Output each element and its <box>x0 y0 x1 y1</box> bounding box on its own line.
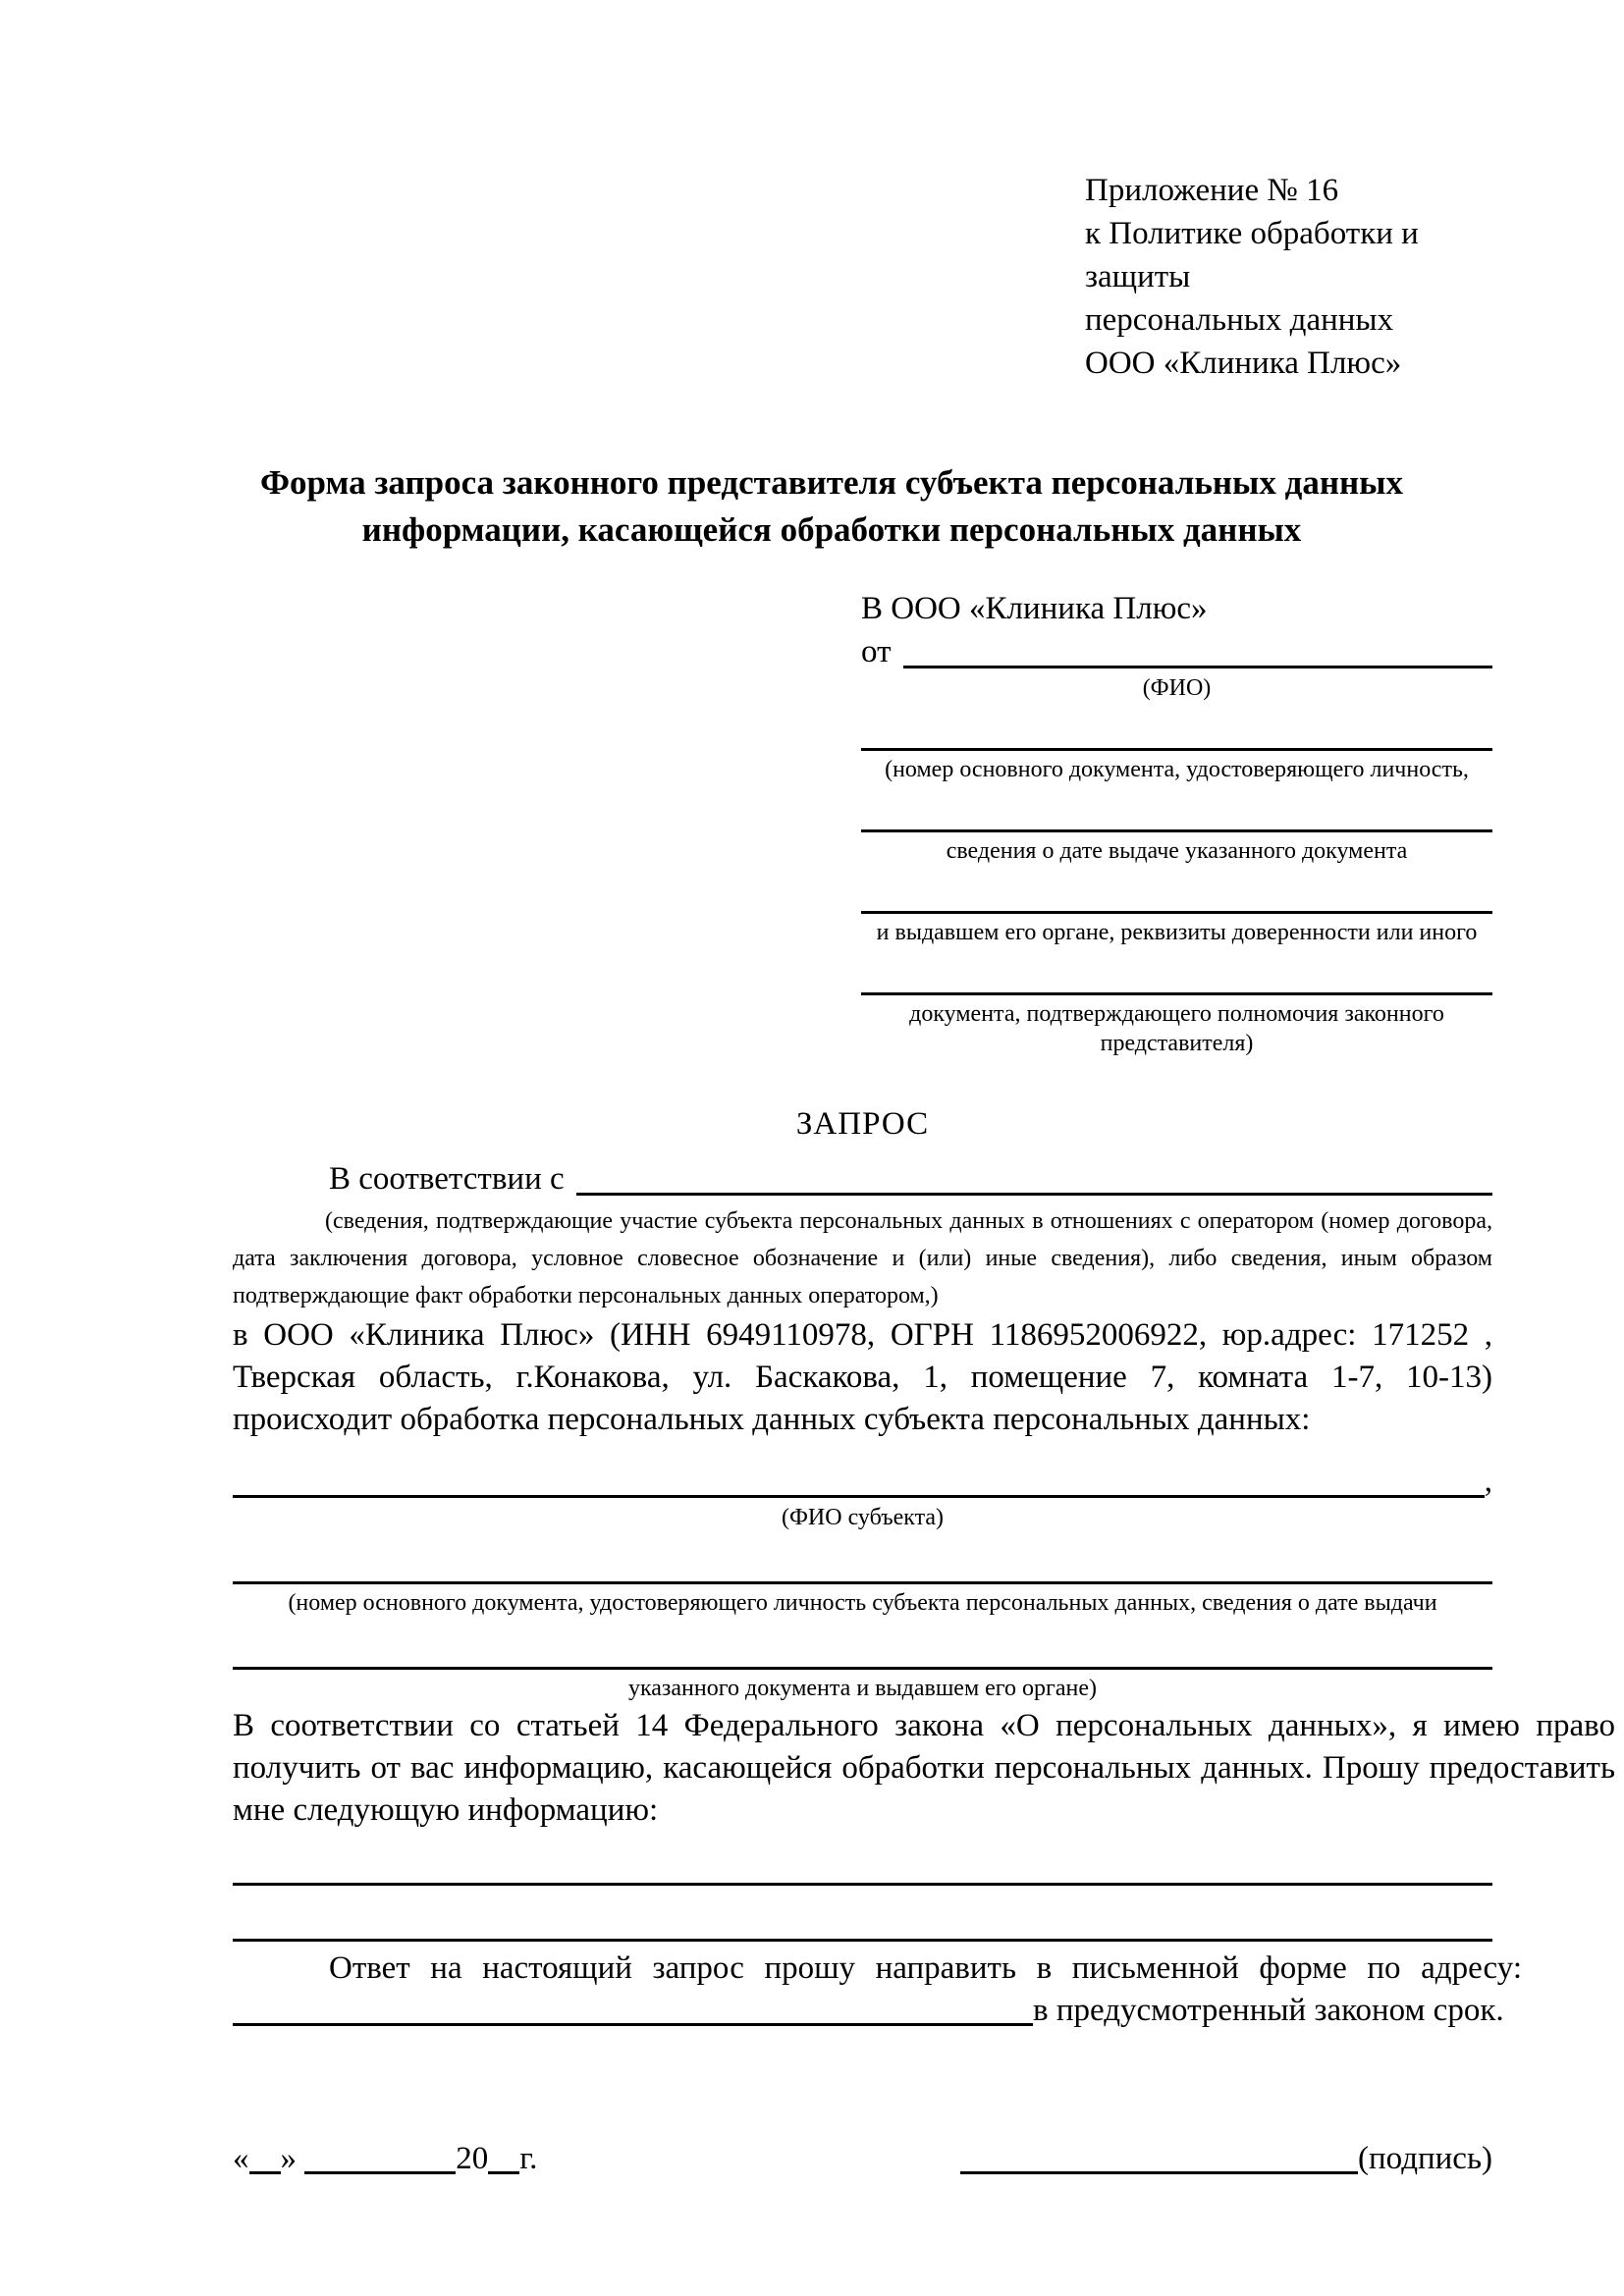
addressee-org: В ООО «Клиника Плюс» <box>861 591 1208 626</box>
document-title <box>233 459 1431 554</box>
first-line-indent <box>233 1157 329 1201</box>
date-open-quote: « <box>233 2141 249 2176</box>
signature-caption: (подпись) <box>1358 2141 1492 2176</box>
representative-doc-field-2[interactable] <box>861 798 1492 832</box>
date-month-field[interactable] <box>304 2142 456 2174</box>
basis-label: В соответствии с <box>329 1161 565 1197</box>
reply-address-field[interactable] <box>233 1994 1033 2026</box>
date-field-group <box>233 2138 537 2180</box>
from-row <box>861 630 1492 673</box>
appendix-header <box>1085 169 1492 385</box>
subject-doc-caption-1: (номер основного документа, удостоверяющего личность субъекта персональных данных, сведения о дате выдачи <box>288 1590 1437 1616</box>
subject-doc-field-2[interactable] <box>233 1633 1492 1670</box>
appendix-line: к Политике обработки и защиты <box>1085 216 1419 294</box>
date-year-field[interactable] <box>488 2142 519 2174</box>
date-day-field[interactable] <box>249 2142 281 2174</box>
year-suffix: г. <box>519 2141 538 2176</box>
subject-fio-caption: (ФИО субъекта) <box>781 1505 945 1530</box>
fio-caption: (ФИО) <box>1142 675 1212 701</box>
operator-paragraph: в ООО «Клиника Плюс» (ИНН 6949110978, ОГРН 1186952006922, юр.адрес: 171252 , Тверская область, г.Конакова, ул. Баскакова, 1, помещение 7, комната 1-7, 10-13) происходит обработка персональных данных субъекта персональных данных: <box>233 1317 1492 1437</box>
representative-name-field[interactable] <box>903 630 1493 668</box>
info-field-2[interactable] <box>233 1886 1492 1942</box>
representative-doc-field-3[interactable] <box>861 880 1492 914</box>
year-prefix: 20 <box>456 2141 489 2176</box>
from-label: от <box>861 634 892 669</box>
law-paragraph: В соответствии со статьей 14 Федерального закона «О персональных данных», я имею право получить от вас информацию, касающейся обработки персональных данных. Прошу предоставить мне следующую информацию: <box>233 1708 1615 1828</box>
reply-paragraph <box>233 1948 1522 2032</box>
trailing-comma: , <box>1484 1464 1492 1499</box>
field-caption-1: (номер основного документа, удостоверяющего личность, <box>885 757 1469 782</box>
date-signature-row <box>233 2138 1492 2180</box>
date-close-quote: » <box>280 2141 297 2176</box>
subject-doc-field-1[interactable] <box>233 1548 1492 1584</box>
addressee-block <box>861 587 1492 1058</box>
field-caption-4: документа, подтверждающего полномочия законного представителя) <box>909 1001 1444 1056</box>
subject-doc-caption-2: указанного документа и выдавшем его органе) <box>627 1676 1098 1701</box>
appendix-line: Приложение № 16 <box>1085 173 1339 208</box>
info-field-1[interactable] <box>233 1832 1492 1886</box>
representative-doc-field-4[interactable] <box>861 961 1492 995</box>
appendix-line: ООО «Клиника Плюс» <box>1085 346 1402 381</box>
representative-doc-field-1[interactable] <box>861 717 1492 751</box>
signature-field[interactable] <box>960 2142 1358 2174</box>
title-line-2: информации, касающейся обработки персональных данных <box>361 510 1302 549</box>
title-line-1: Форма запроса законного представителя субъекта персональных данных <box>260 463 1403 502</box>
appendix-line: персональных данных <box>1085 302 1394 338</box>
field-caption-3: и выдавшем его органе, реквизиты доверенности или иного <box>876 920 1478 945</box>
basis-field[interactable] <box>576 1157 1492 1196</box>
field-caption-2: сведения о дате выдаче указанного документа <box>946 838 1408 864</box>
basis-caption: (сведения, подтверждающие участие субъекта персональных данных в отношениях с оператором (номер договора, дата заключения договора, условное словесное обозначение и (или) иные сведения), либо сведения, иным образом подтверждающие факт обработки персональных данных оператором,) <box>233 1208 1492 1308</box>
reply-tail: в предусмотренный законом срок. <box>1033 1993 1504 2028</box>
reply-text: Ответ на настоящий запрос прошу направить в письменной форме по адресу: <box>329 1950 1522 1986</box>
signature-group <box>960 2138 1492 2180</box>
subject-fio-row <box>233 1461 1492 1503</box>
basis-row <box>233 1157 1492 1201</box>
subject-name-field[interactable] <box>233 1461 1485 1498</box>
request-heading: ЗАПРОС <box>795 1106 930 1142</box>
